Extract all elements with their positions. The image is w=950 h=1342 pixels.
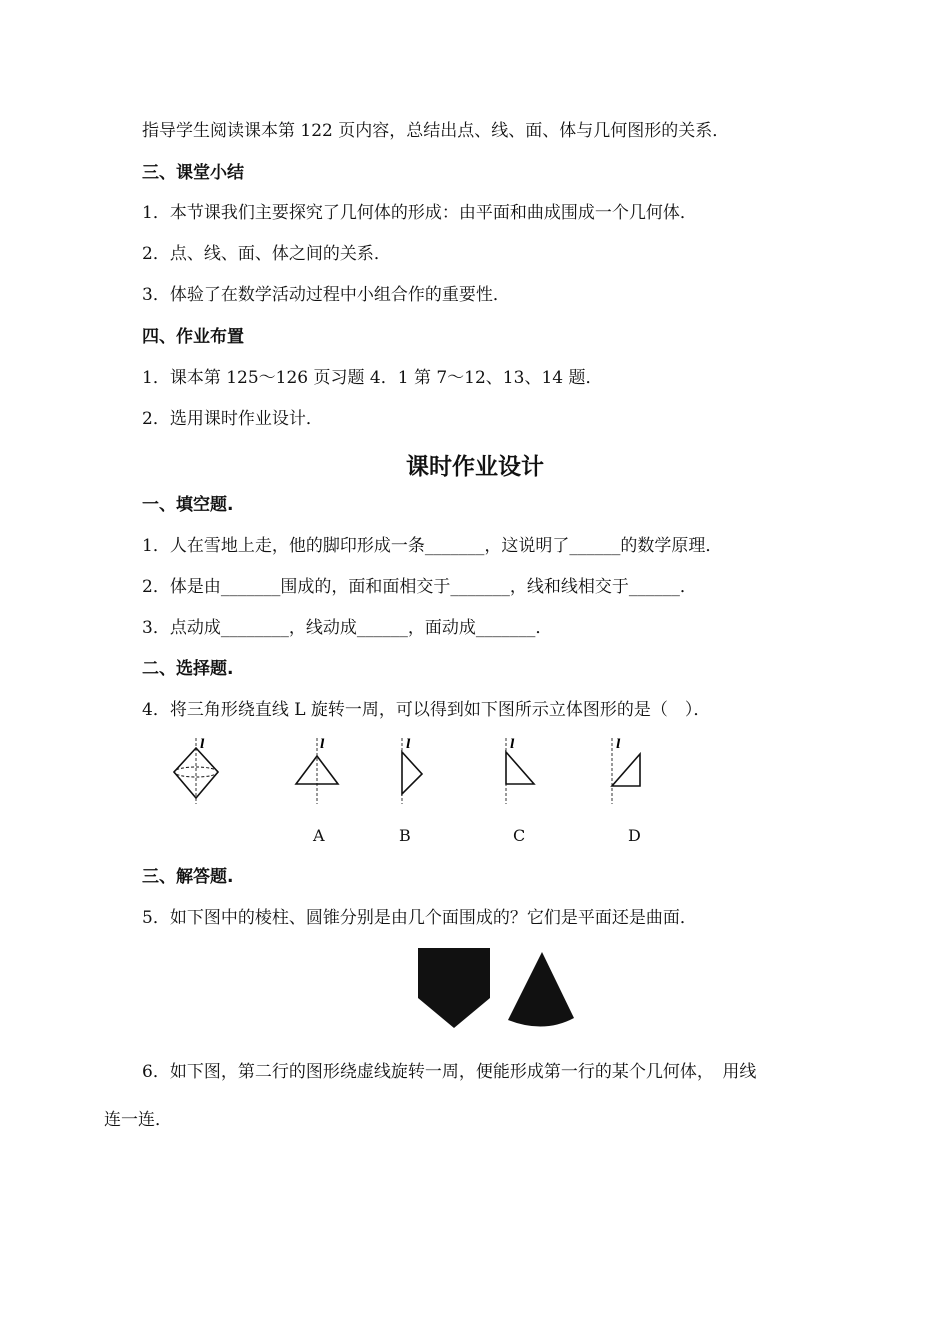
question-3: 3．点动成________，线动成______，面动成_______．: [142, 618, 553, 638]
axis-label: l: [616, 738, 621, 751]
axis-label: l: [510, 738, 515, 751]
axis-label: l: [406, 738, 411, 751]
option-a-figure: [294, 738, 344, 804]
section-heading-choice: 二、选择题.: [142, 659, 234, 679]
section-heading-fill: 一、填空题.: [142, 495, 234, 515]
option-b-label[interactable]: B: [399, 826, 411, 845]
option-a-label[interactable]: A: [313, 826, 325, 845]
homework-item-2: 2．选用课时作业设计．: [142, 409, 323, 429]
option-c-label[interactable]: C: [513, 826, 526, 845]
axis-label: l: [320, 738, 325, 751]
option-b-figure: [392, 738, 432, 804]
section-heading-answer: 三、解答题.: [142, 867, 234, 887]
option-d-figure: [606, 738, 648, 804]
question-1: 1．人在雪地上走，他的脚印形成一条_______，这说明了______的数学原理．: [142, 536, 723, 556]
option-c-figure: [496, 738, 540, 804]
summary-item-1: 1．本节课我们主要探究了几何体的形成：由平面和曲成围成一个几何体．: [142, 203, 697, 223]
axis-label: l: [200, 738, 205, 751]
question-6-line-1: 6．如下图，第二行的图形绕虚线旋转一周，便能形成第一行的某个几何体， 用线: [142, 1062, 757, 1082]
prism-figure: [416, 946, 492, 1030]
question-4: 4．将三角形绕直线 L 旋转一周，可以得到如下图所示立体图形的是（ ）．: [142, 700, 711, 720]
section-heading-homework: 四、作业布置: [142, 327, 244, 347]
homework-design-title: 课时作业设计: [406, 454, 544, 480]
option-d-label[interactable]: D: [628, 826, 641, 845]
homework-item-1: 1．课本第 125～126 页习题 4．1 第 7～12、13、14 题．: [142, 368, 603, 388]
cone-figure: [504, 950, 576, 1032]
question-2: 2．体是由_______围成的，面和面相交于_______，线和线相交于______．: [142, 577, 697, 597]
section-heading-summary: 三、课堂小结: [142, 163, 244, 183]
summary-item-2: 2．点、线、面、体之间的关系．: [142, 244, 391, 264]
question-6-line-2: 连一连．: [104, 1110, 172, 1130]
intro-paragraph: 指导学生阅读课本第 122 页内容，总结出点、线、面、体与几何图形的关系．: [142, 121, 730, 141]
question-5: 5．如下图中的棱柱、圆锥分别是由几个面围成的？它们是平面还是曲面．: [142, 908, 697, 928]
summary-item-3: 3．体验了在数学活动过程中小组合作的重要性．: [142, 285, 510, 305]
double-cone-figure: [168, 738, 224, 804]
